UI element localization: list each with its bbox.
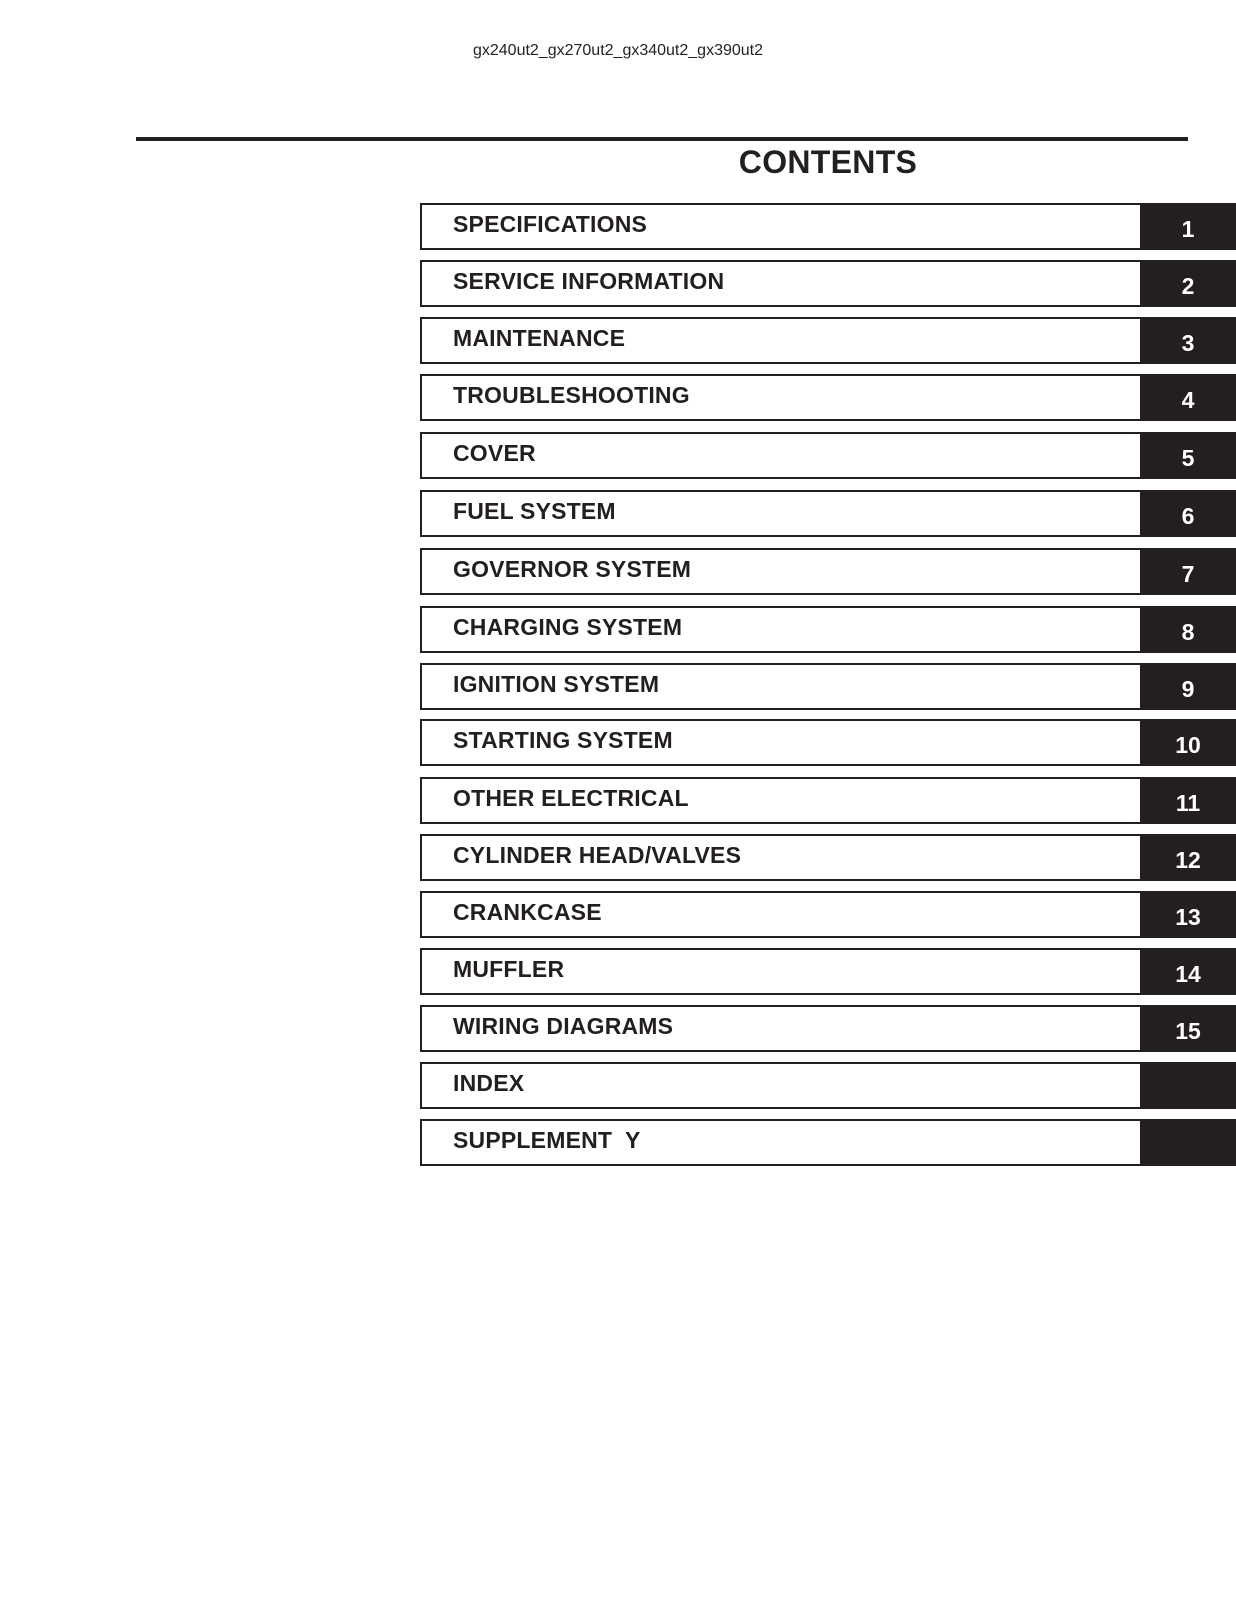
toc-item-crankcase[interactable]: [420, 891, 1236, 938]
toc-item-label: MAINTENANCE: [453, 325, 626, 351]
toc-item-label: SERVICE INFORMATION: [453, 268, 725, 294]
document-id: gx240ut2_gx270ut2_gx340ut2_gx390ut2: [472, 42, 764, 59]
toc-item-troubleshooting[interactable]: [420, 374, 1236, 421]
toc-item-label: SUPPLEMENT Y: [453, 1127, 641, 1153]
toc-item-tab: 6: [1140, 492, 1236, 535]
toc-item-label: TROUBLESHOOTING: [453, 382, 690, 408]
toc-item-label: IGNITION SYSTEM: [453, 671, 660, 697]
toc-item-tab: 2: [1140, 262, 1236, 305]
toc-item-tab: 12: [1140, 836, 1236, 879]
toc-item-specifications[interactable]: [420, 203, 1236, 250]
toc-item-tab: 15: [1140, 1007, 1236, 1050]
toc-item-tab: 5: [1140, 434, 1236, 477]
toc-item-label: COVER: [453, 440, 536, 466]
toc-item-index[interactable]: [420, 1062, 1236, 1109]
toc-item-supplement[interactable]: [420, 1119, 1236, 1166]
toc-item-tab: 11: [1140, 779, 1236, 822]
toc-item-label: CHARGING SYSTEM: [453, 614, 683, 640]
toc-item-label: GOVERNOR SYSTEM: [453, 556, 692, 582]
toc-item-tab: 8: [1140, 608, 1236, 651]
toc-item-maintenance[interactable]: [420, 317, 1236, 364]
toc-item-label: WIRING DIAGRAMS: [453, 1013, 674, 1039]
toc-item-label: CRANKCASE: [453, 899, 602, 925]
toc-item-tab: 4: [1140, 376, 1236, 419]
toc-item-charging-system[interactable]: [420, 606, 1236, 653]
toc-item-service-information[interactable]: [420, 260, 1236, 307]
toc-item-label: MUFFLER: [453, 956, 565, 982]
toc-item-label: OTHER ELECTRICAL: [453, 785, 689, 811]
toc-item-tab: 7: [1140, 550, 1236, 593]
toc-item-starting-system[interactable]: [420, 719, 1236, 766]
toc-item-label: STARTING SYSTEM: [453, 727, 673, 753]
toc-item-tab: 3: [1140, 319, 1236, 362]
toc-item-muffler[interactable]: [420, 948, 1236, 995]
toc-item-tab: 14: [1140, 950, 1236, 993]
toc-item-governor-system[interactable]: [420, 548, 1236, 595]
toc-item-label: SPECIFICATIONS: [453, 211, 648, 237]
toc-item-tab: 9: [1140, 665, 1236, 708]
toc-item-tab: [1140, 1121, 1236, 1164]
page-title: CONTENTS: [738, 144, 918, 180]
toc-item-label: INDEX: [453, 1070, 525, 1096]
title-rule: [136, 137, 1188, 141]
toc-item-fuel-system[interactable]: [420, 490, 1236, 537]
toc-item-ignition-system[interactable]: [420, 663, 1236, 710]
toc-item-cylinder-head-valves[interactable]: [420, 834, 1236, 881]
toc-item-label: CYLINDER HEAD/VALVES: [453, 842, 742, 868]
toc-item-tab: [1140, 1064, 1236, 1107]
toc-item-tab: 1: [1140, 205, 1236, 248]
toc-item-cover[interactable]: [420, 432, 1236, 479]
toc-item-label: FUEL SYSTEM: [453, 498, 616, 524]
toc-item-wiring-diagrams[interactable]: [420, 1005, 1236, 1052]
toc-item-tab: 13: [1140, 893, 1236, 936]
toc-item-tab: 10: [1140, 721, 1236, 764]
toc-item-other-electrical[interactable]: [420, 777, 1236, 824]
